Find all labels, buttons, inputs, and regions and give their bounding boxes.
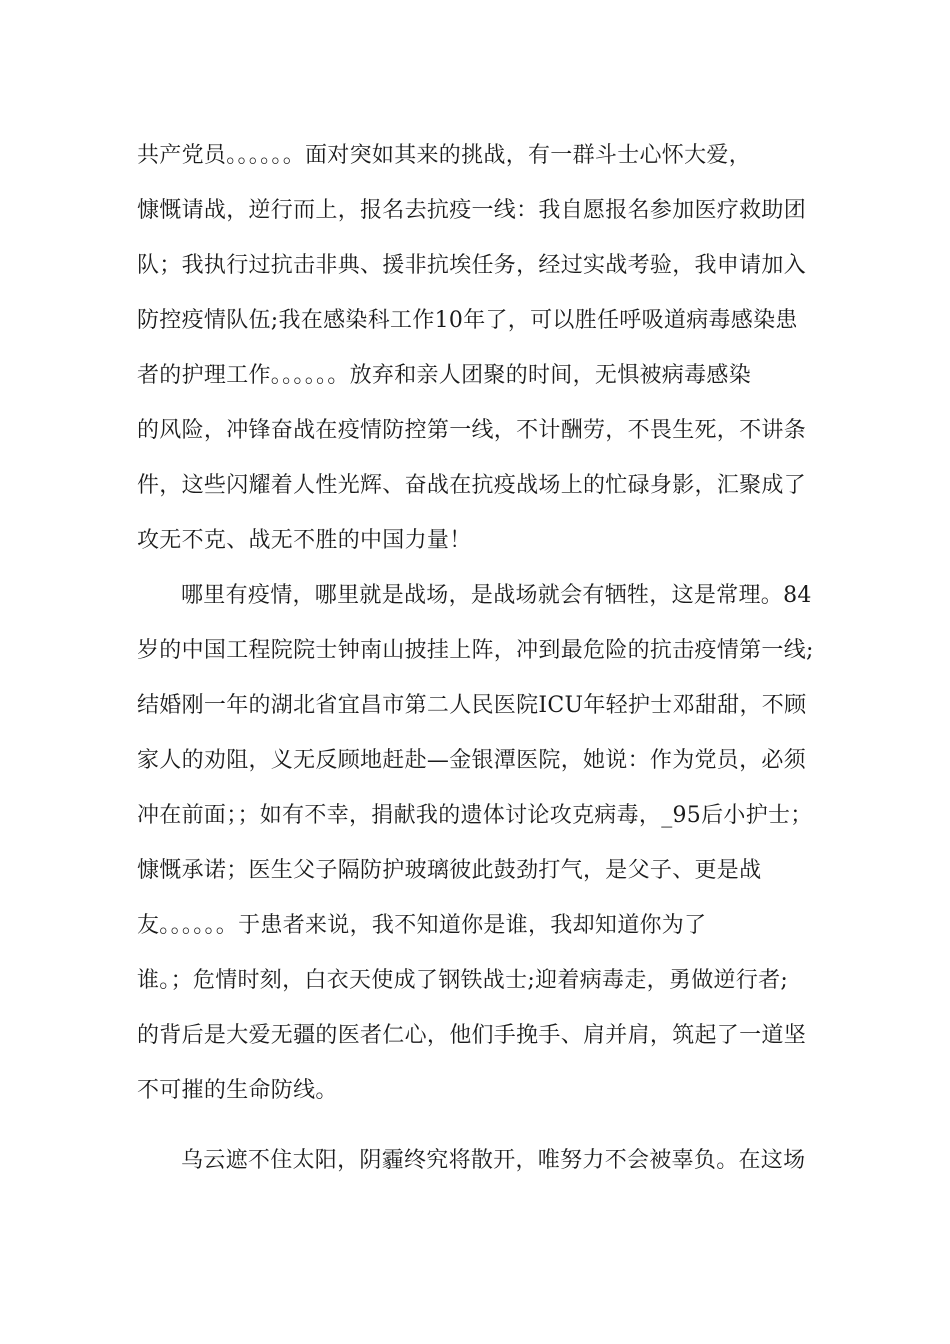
paragraph-first-line: 乌云遮不住太阳，阴霾终究将散开，唯努力不会被辜负。在这场	[181, 1148, 806, 1173]
text-line: 件，这些闪耀着人性光辉、奋战在抗疫战场上的忙碌身影，汇聚成了	[137, 473, 807, 498]
text-line: 家人的劝阻，义无反顾地赶赴—金银潭医院，她说：作为党员，必须	[137, 748, 807, 773]
text-line: 友。。。。。。于患者来说，我不知道你是谁，我却知道你为了	[137, 913, 707, 938]
text-line: 谁。；危情时刻，白衣天使成了钢铁战士;迎着病毒走，勇做逆行者;	[137, 968, 789, 993]
text-line: 攻无不克、战无不胜的中国力量！	[137, 528, 472, 553]
text-line: 慷慨承诺；医生父子隔防护玻璃彼此鼓劲打气，是父子、更是战	[137, 858, 762, 883]
text-line: 的背后是大爱无疆的医者仁心，他们手挽手、肩并肩，筑起了一道坚	[137, 1023, 807, 1048]
text-line: 队；我执行过抗击非典、援非抗埃任务，经过实战考验，我申请加入	[137, 253, 807, 278]
text-line: 防控疫情队伍;我在感染科工作10年了，可以胜任呼吸道病毒感染患	[137, 308, 798, 333]
text-line: 共产党员。。。。。。面对突如其来的挑战，有一群斗士心怀大爱，	[137, 143, 752, 168]
text-line: 结婚刚一年的湖北省宜昌市第二人民医院ICU年轻护士邓甜甜，不顾	[137, 693, 807, 718]
paragraph-first-line: 哪里有疫情，哪里就是战场，是战场就会有牺牲，这是常理。84	[181, 583, 812, 608]
text-line: 的风险，冲锋奋战在疫情防控第一线，不计酬劳，不畏生死，不讲条	[137, 418, 807, 443]
text-line: 者的护理工作。。。。。。放弃和亲人团聚的时间，无惧被病毒感染	[137, 363, 752, 388]
text-line: 冲在前面；；如有不幸，捐献我的遗体讨论攻克病毒，_95后小护士；	[137, 803, 813, 828]
text-line: 不可摧的生命防线。	[137, 1078, 338, 1103]
text-line: 慷慨请战，逆行而上，报名去抗疫一线：我自愿报名参加医疗救助团	[137, 198, 807, 223]
text-line: 岁的中国工程院院士钟南山披挂上阵，冲到最危险的抗击疫情第一线;	[137, 638, 814, 663]
